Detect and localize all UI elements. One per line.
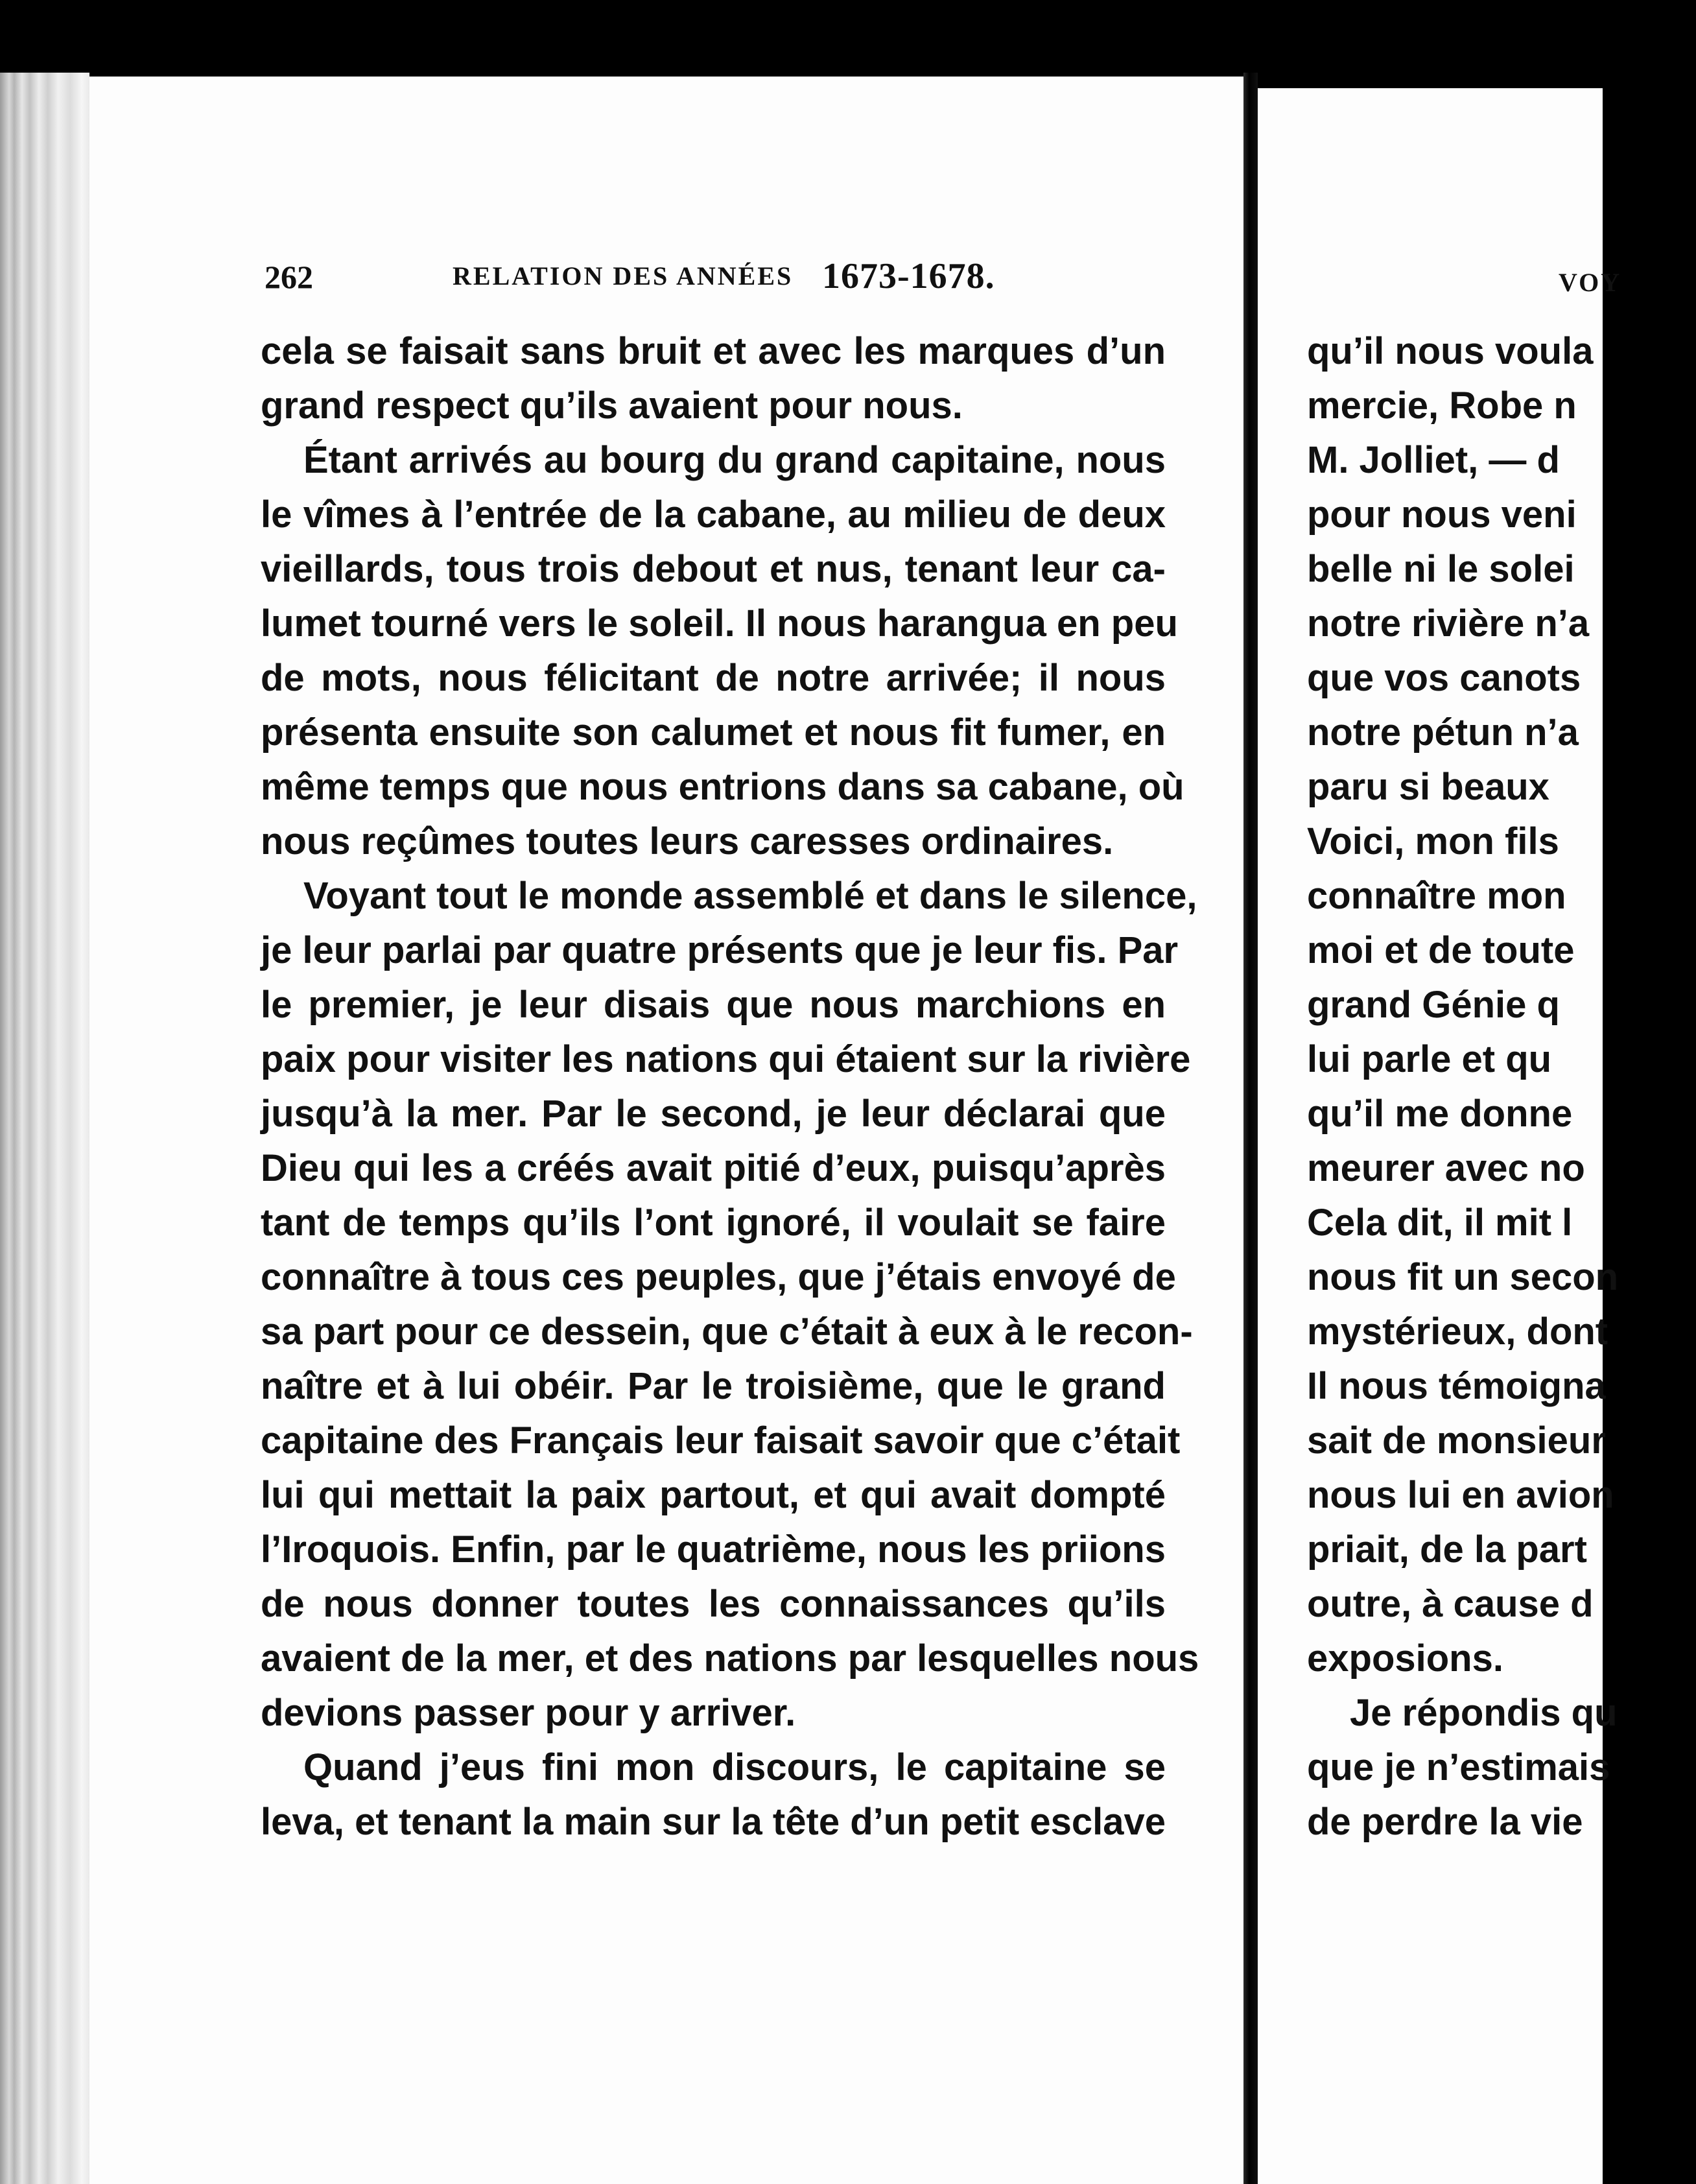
text-line: notre rivière n’a <box>1307 602 1590 645</box>
text-line: Étant arrivés au bourg du grand capitaine, nous <box>303 439 1166 481</box>
text-line: lui qui mettait la paix partout, et qui avait dompté <box>261 1474 1166 1516</box>
text-line: grand Génie q <box>1307 984 1560 1026</box>
text-line: sa part pour ce dessein, que c’était à eux à le recon- <box>261 1311 1193 1353</box>
text-line: moi et de toute <box>1307 929 1575 971</box>
text-line: que je n’estimais <box>1307 1746 1610 1788</box>
text-line: nous reçûmes toutes leurs caresses ordinaires. <box>261 820 1114 862</box>
text-line: Je répondis qu <box>1350 1692 1618 1734</box>
text-line: paix pour visiter les nations qui étaient sur la rivière <box>261 1038 1191 1080</box>
text-line: vieillards, tous trois debout et nus, tenant leur ca- <box>261 548 1166 590</box>
text-line: tant de temps qu’ils l’ont ignoré, il voulait se faire <box>261 1202 1166 1244</box>
text-line: de mots, nous félicitant de notre arrivée; il nous <box>261 657 1166 699</box>
text-line: M. Jolliet, — d <box>1307 439 1560 481</box>
text-line: avaient de la mer, et des nations par lesquelles nous <box>261 1637 1199 1680</box>
text-line: naître et à lui obéir. Par le troisième, que le grand <box>261 1365 1166 1407</box>
text-line: jusqu’à la mer. Par le second, je leur déclarai que <box>261 1093 1166 1135</box>
text-line: paru si beaux <box>1307 766 1549 808</box>
text-line: capitaine des Français leur faisait savoir que c’était <box>261 1419 1181 1462</box>
running-title: RELATION DES ANNÉES <box>453 261 794 291</box>
text-line: connaître à tous ces peuples, que j’étais envoyé de <box>261 1256 1176 1298</box>
text-line: de perdre la vie <box>1307 1801 1583 1843</box>
scan-top-border <box>0 0 1603 73</box>
text-line: grand respect qu’ils avaient pour nous. <box>261 385 963 427</box>
book-page-edges <box>0 73 89 2184</box>
text-line: priait, de la part <box>1307 1528 1587 1571</box>
text-line: Quand j’eus fini mon discours, le capitaine se <box>303 1746 1166 1788</box>
text-line: je leur parlai par quatre présents que je leur fis. Par <box>261 929 1179 971</box>
text-line: mystérieux, dont <box>1307 1311 1608 1353</box>
text-line: le vîmes à l’entrée de la cabane, au milieu de deux <box>261 493 1166 536</box>
text-line: Dieu qui les a créés avait pitié d’eux, puisqu’après <box>261 1147 1166 1189</box>
page-number: 262 <box>265 259 313 295</box>
text-line: Voici, mon fils <box>1307 820 1559 862</box>
text-line: pour nous veni <box>1307 493 1577 536</box>
text-line: qu’il nous voula <box>1307 330 1594 372</box>
right-running-head: VOY <box>1559 268 1622 297</box>
text-line: nous lui en avion <box>1307 1474 1614 1516</box>
text-line: devions passer pour y arriver. <box>261 1692 796 1734</box>
text-line: connaître mon <box>1307 875 1566 917</box>
left-running-head <box>265 258 1010 310</box>
text-line: outre, à cause d <box>1307 1583 1594 1625</box>
text-line: de nous donner toutes les connaissances qu’ils <box>261 1583 1166 1625</box>
text-line: le premier, je leur disais que nous marchions en <box>261 984 1166 1026</box>
text-line: lui parle et qu <box>1307 1038 1552 1080</box>
text-line: qu’il me donne <box>1307 1093 1573 1135</box>
text-line: Cela dit, il mit l <box>1307 1202 1573 1244</box>
text-line: belle ni le solei <box>1307 548 1575 590</box>
text-line: Voyant tout le monde assemblé et dans le silence, <box>303 875 1197 917</box>
text-line: présenta ensuite son calumet et nous fit fumer, en <box>261 711 1166 754</box>
text-line: nous fit un secon <box>1307 1256 1619 1298</box>
running-years: 1673-1678. <box>822 256 995 296</box>
text-line: l’Iroquois. Enfin, par le quatrième, nous les priions <box>261 1528 1166 1571</box>
text-line: notre pétun n’a <box>1307 711 1579 754</box>
text-line: que vos canots <box>1307 657 1581 699</box>
text-line: mercie, Robe n <box>1307 385 1577 427</box>
left-page-body-text <box>261 324 1199 1849</box>
text-line: exposions. <box>1307 1637 1503 1680</box>
text-line: meurer avec no <box>1307 1147 1585 1189</box>
text-line: cela se faisait sans bruit et avec les marques d’un <box>261 330 1166 372</box>
text-line: même temps que nous entrions dans sa cabane, où <box>261 766 1184 808</box>
text-line: lumet tourné vers le soleil. Il nous harangua en peu <box>261 602 1178 645</box>
book-gutter <box>1243 73 1258 2184</box>
text-line: Il nous témoigna <box>1307 1365 1606 1407</box>
right-page-body-text <box>1307 324 1696 1849</box>
text-line: sait de monsieur <box>1307 1419 1606 1462</box>
text-line: leva, et tenant la main sur la tête d’un petit esclave <box>261 1801 1166 1843</box>
